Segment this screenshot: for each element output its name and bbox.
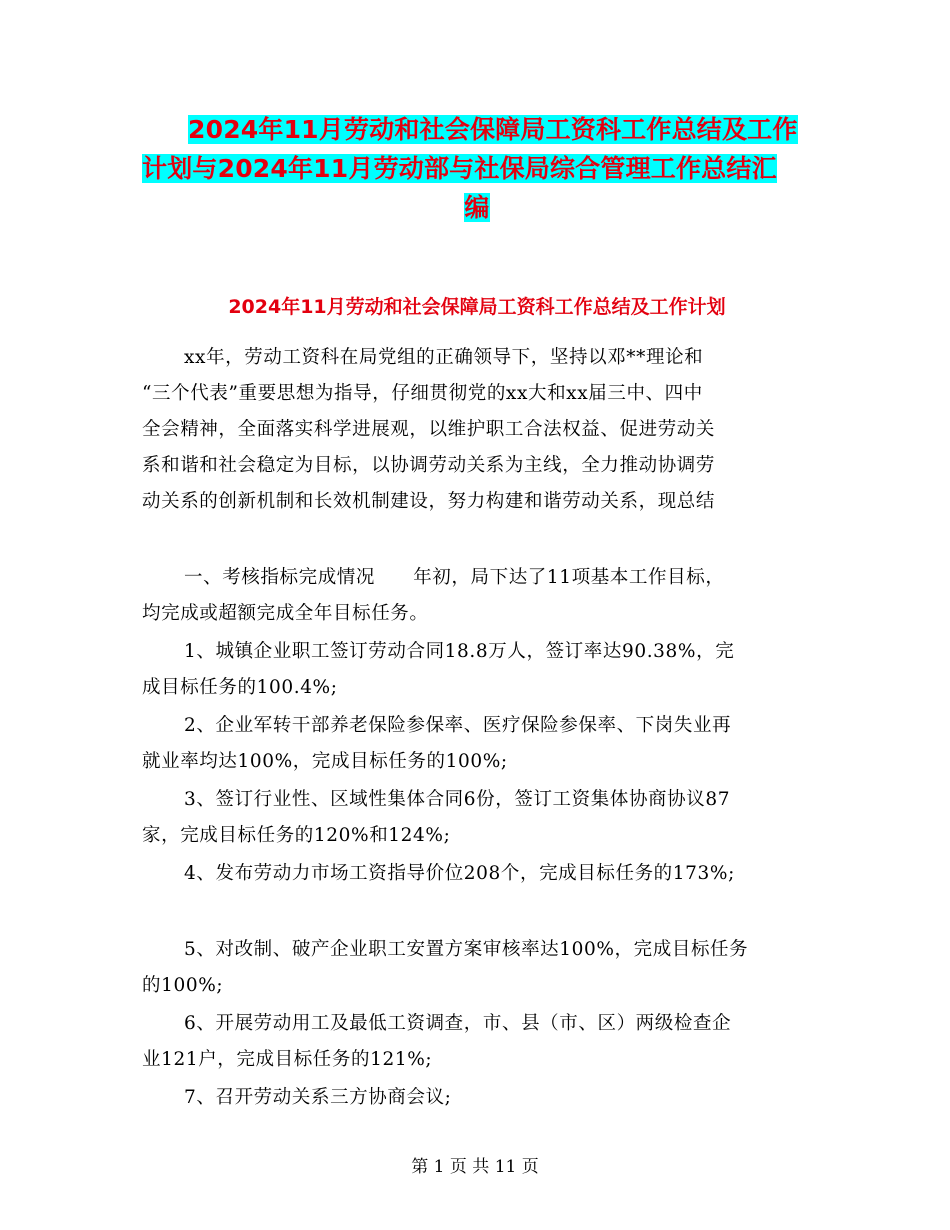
title-line-3: 编 [464, 193, 490, 222]
paragraph-line: 业121户，完成目标任务的121%; [142, 1049, 433, 1070]
paragraph-line: “三个代表”重要思想为指导，仔细贯彻党的xx大和xx届三中、四中 [142, 383, 703, 404]
paragraph-line: xx年，劳动工资科在局党组的正确领导下，坚持以邓**理论和 [184, 347, 704, 368]
title-line-2: 计划与2024年11月劳动部与社保局综合管理工作总结汇 [142, 154, 777, 183]
paragraph-line: 成目标任务的100.4%; [142, 677, 338, 698]
paragraph-line: 就业率均达100%，完成目标任务的100%; [142, 751, 508, 772]
list-item: 4、发布劳动力市场工资指导价位208个，完成目标任务的173%; [184, 863, 735, 884]
paragraph-line: 全会精神，全面落实科学进展观，以维护职工合法权益、促进劳动关 [142, 419, 716, 440]
paragraph-line: 系和谐和社会稳定为目标，以协调劳动关系为主线，全力推动协调劳 [142, 455, 716, 476]
paragraph-line: 一、考核指标完成情况 年初，局下达了11项基本工作目标， [184, 567, 725, 588]
paragraph-line: 均完成或超额完成全年目标任务。 [142, 603, 429, 624]
paragraph-line: 家，完成目标任务的120%和124%; [142, 825, 451, 846]
list-item: 6、开展劳动用工及最低工资调查，市、县（市、区）两级检查企 [184, 1013, 732, 1034]
page-number-footer: 第 1 页 共 11 页 [411, 1157, 539, 1177]
list-item: 3、签订行业性、区域性集体合同6份，签订工资集体协商协议87 [184, 789, 731, 810]
title-line-1: 2024年11月劳动和社会保障局工资科工作总结及工作 [188, 115, 798, 144]
list-item: 5、对改制、破产企业职工安置方案审核率达100%，完成目标任务 [184, 939, 749, 960]
paragraph-line: 动关系的创新机制和长效机制建设，努力构建和谐劳动关系，现总结 [142, 491, 716, 512]
list-item: 7、召开劳动关系三方协商会议; [184, 1087, 452, 1108]
list-item: 1、城镇企业职工签订劳动合同18.8万人，签订率达90.38%，完 [184, 641, 735, 662]
section-title: 2024年11月劳动和社会保障局工资科工作总结及工作计划 [228, 296, 726, 318]
paragraph-line: 的100%; [142, 975, 224, 996]
list-item: 2、企业军转干部养老保险参保率、医疗保险参保率、下岗失业再 [184, 715, 732, 736]
